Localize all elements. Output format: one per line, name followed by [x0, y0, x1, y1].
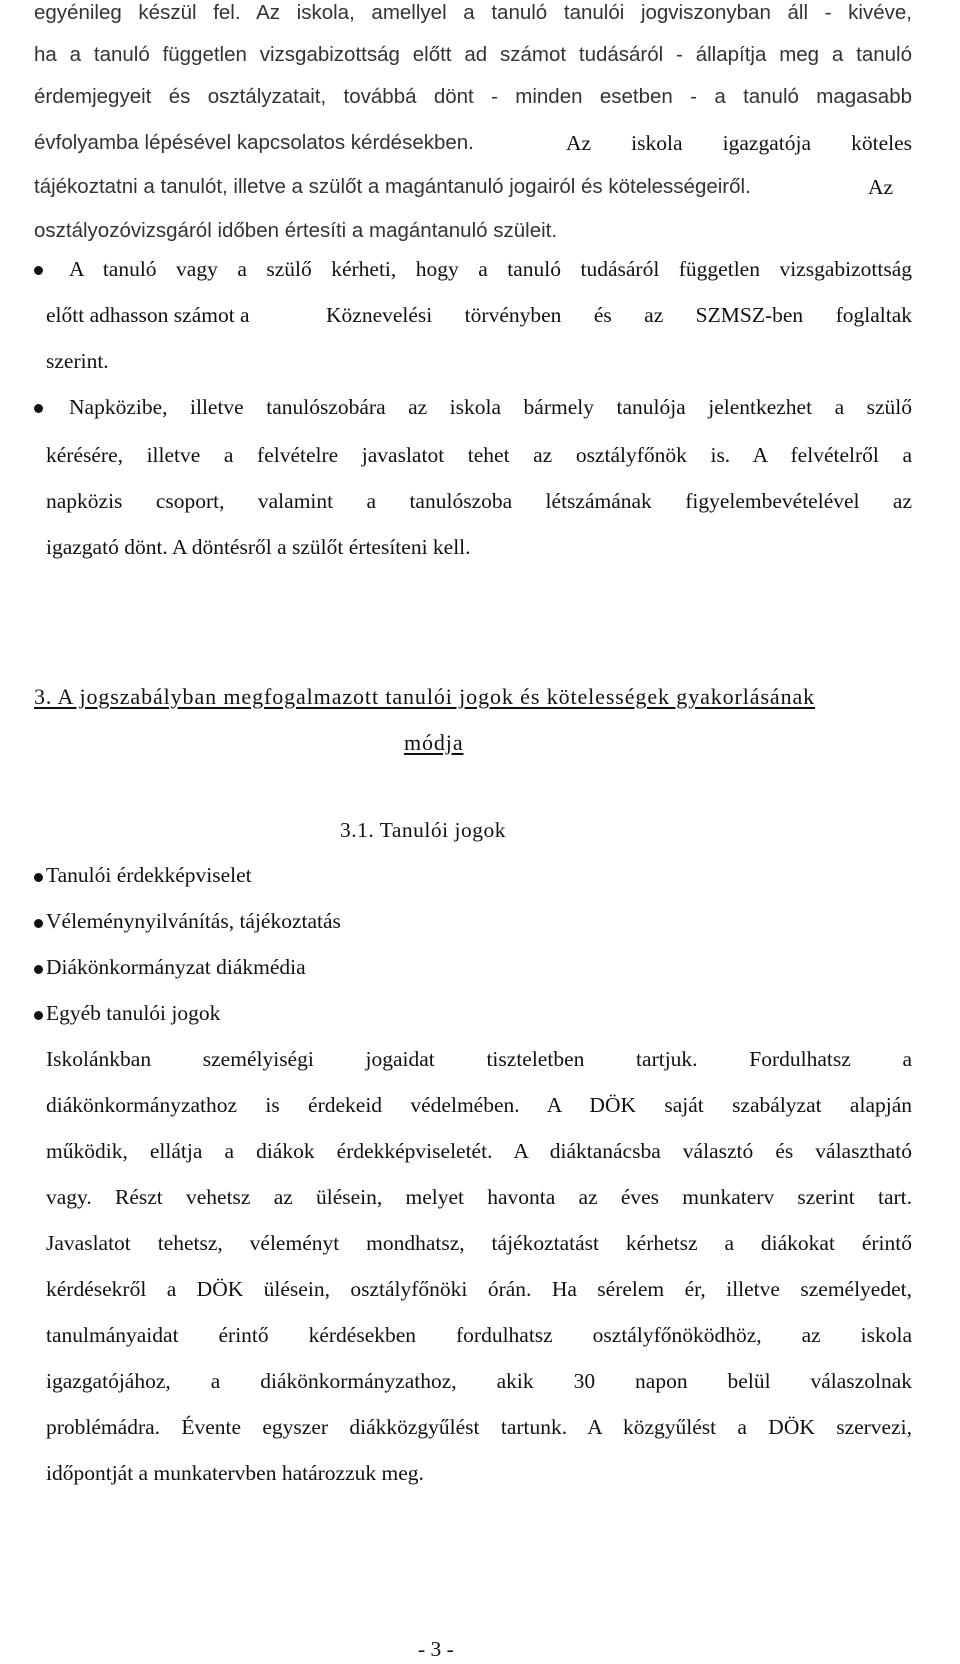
bullet-line: Napközibe, illetve tanulószobára az iskola bármely tanulója jelentkezhet a szülő — [69, 395, 912, 419]
bullet-line: Köznevelési törvényben és az SZMSZ-ben foglaltak — [326, 303, 912, 327]
paragraph-line: időpontját a munkatervben határozzuk meg. — [46, 1461, 424, 1485]
bullet-icon — [34, 1011, 43, 1020]
paragraph-line: kérdésekről a DÖK ülésein, osztályfőnöki órán. Ha sérelem ér, illetve személyedet, — [46, 1277, 912, 1301]
bullet-icon — [34, 266, 43, 275]
paragraph-line: vagy. Részt vehetsz az ülésein, melyet havonta az éves munkaterv szerint tart. — [46, 1185, 912, 1209]
intro-line-6: osztályozóvizsgáról időben értesíti a magántanuló szüleit. — [34, 219, 558, 242]
intro-line-4b: Az iskola igazgatója köteles — [566, 131, 912, 155]
bullet-line: szerint. — [46, 349, 109, 373]
intro-line-2: ha a tanuló független vizsgabizottság előtt ad számot tudásáról - állapítja meg a tanuló — [34, 43, 912, 66]
paragraph-line: Javaslatot tehetsz, véleményt mondhatsz, tájékoztatást kérhetsz a diákokat érintő — [46, 1231, 912, 1255]
section-title-line-2: módja — [404, 730, 464, 755]
bullet-line: igazgató dönt. A döntésről a szülőt értesíteni kell. — [46, 535, 471, 559]
subsection-title: 3.1. Tanulói jogok — [340, 817, 506, 842]
intro-line-1: egyénileg készül fel. Az iskola, amellyel a tanuló tanulói jogviszonyban áll - kivéve, — [34, 1, 912, 24]
bullet-line: előtt adhasson számot a — [46, 303, 250, 327]
bullet-line: A tanuló vagy a szülő kérheti, hogy a tanuló tudásáról független vizsgabizottság — [69, 257, 912, 281]
list-item: Véleménynyilvánítás, tájékoztatás — [46, 909, 341, 933]
paragraph-line: igazgatójához, a diákönkormányzathoz, akik 30 napon belül válaszolnak — [46, 1369, 912, 1393]
bullet-icon — [34, 965, 43, 974]
intro-line-5: tájékoztatni a tanulót, illetve a szülőt a magántanuló jogairól és kötelességeiről. — [34, 175, 751, 198]
intro-line-4a: évfolyamba lépésével kapcsolatos kérdésekben. — [34, 131, 474, 154]
bullet-icon — [34, 873, 43, 882]
list-item: Diákönkormányzat diákmédia — [46, 955, 306, 979]
list-item: Egyéb tanulói jogok — [46, 1001, 221, 1025]
paragraph-line: problémádra. Évente egyszer diákközgyűlést tartunk. A közgyűlést a DÖK szervezi, — [46, 1415, 912, 1439]
paragraph-line: tanulmányaidat érintő kérdésekben fordulhatsz osztályfőnöködhöz, az iskola — [46, 1323, 912, 1347]
list-item: Tanulói érdekképviselet — [46, 863, 252, 887]
bullet-icon — [34, 404, 43, 413]
bullet-line: kérésére, illetve a felvételre javaslatot tehet az osztályfőnök is. A felvételről a — [46, 443, 912, 467]
paragraph-line: Iskolánkban személyiségi jogaidat tiszteletben tartjuk. Fordulhatsz a — [46, 1047, 912, 1071]
intro-line-3: érdemjegyeit és osztályzatait, továbbá dönt - minden esetben - a tanuló magasabb — [34, 85, 912, 108]
bullet-icon — [34, 919, 43, 928]
paragraph-line: működik, ellátja a diákok érdekképviseletét. A diáktanácsba választó és választható — [46, 1139, 912, 1163]
section-title-line-1: 3. A jogszabályban megfogalmazott tanulói jogok és kötelességek gyakorlásának — [34, 684, 816, 709]
intro-line-5b: Az — [868, 175, 894, 199]
page-number: - 3 - — [418, 1636, 454, 1661]
paragraph-line: diákönkormányzathoz is érdekeid védelmében. A DÖK saját szabályzat alapján — [46, 1093, 912, 1117]
bullet-line: napközis csoport, valamint a tanulószoba létszámának figyelembevételével az — [46, 489, 912, 513]
